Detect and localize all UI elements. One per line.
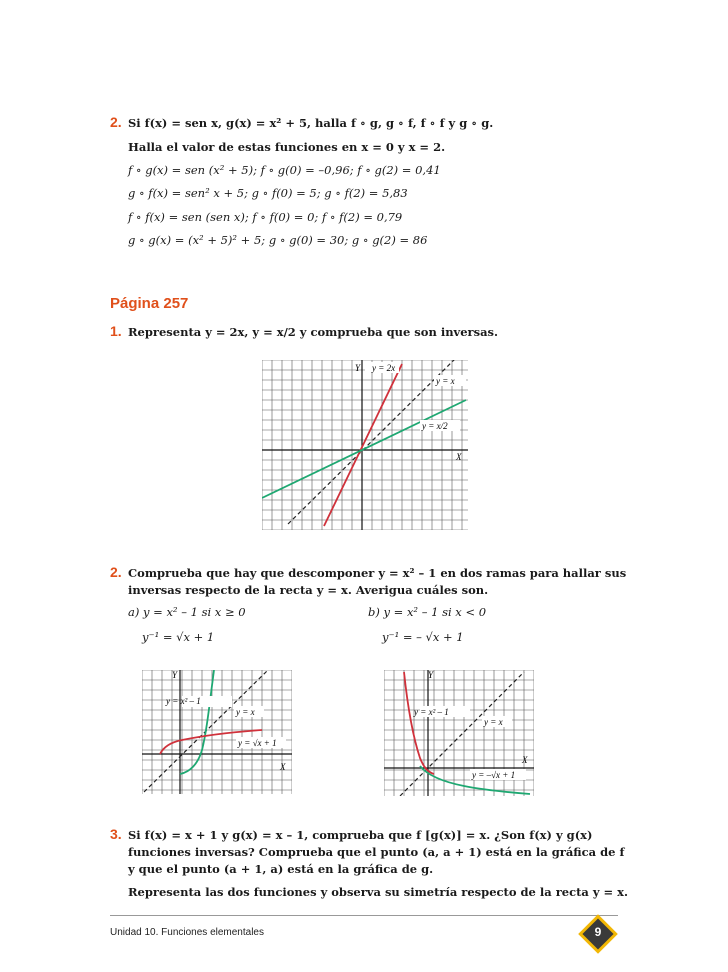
problem-number: 1. — [110, 323, 122, 339]
label-green: y = –√x + 1 — [472, 770, 516, 780]
problem-statement: inversas respecto de la recta y = x. Averigua cuáles son. — [128, 583, 489, 597]
problem-number: 2. — [110, 564, 122, 580]
axis-label-x: X — [456, 452, 462, 462]
curve-green — [262, 400, 466, 498]
label-dashed: y = x — [436, 376, 455, 386]
axis-label-x: X — [280, 762, 286, 772]
result-line: f ∘ g(x) = sen (x² + 5); f ∘ g(0) = –0,96; f ∘ g(2) = 0,41 — [128, 163, 441, 177]
problem-statement: Si f(x) = sen x, g(x) = x² + 5, halla f ∘ g, g ∘ f, f ∘ f y g ∘ g. — [128, 116, 494, 130]
axis-label-y: Y — [172, 670, 178, 680]
label-red: y = √x + 1 — [238, 738, 277, 748]
label-red: y = 2x — [372, 363, 396, 373]
problem-statement: Si f(x) = x + 1 y g(x) = x – 1, comprueba que f [g(x)] = x. ¿Son f(x) y g(x) — [128, 828, 593, 842]
label-dashed: y = x — [484, 717, 503, 727]
problem-statement: y que el punto (a + 1, a) está en la gráfica de g. — [128, 862, 434, 876]
problem-statement: Representa y = 2x, y = x/2 y comprueba que son inversas. — [128, 325, 499, 339]
identity-line — [288, 360, 458, 524]
result-line: g ∘ f(x) = sen² x + 5; g ∘ f(0) = 5; g ∘ f(2) = 5,83 — [128, 186, 408, 200]
axis-label-y: Y — [355, 363, 361, 373]
page-heading: Página 257 — [110, 295, 189, 312]
curve-green — [180, 670, 214, 774]
footer-divider — [110, 915, 618, 916]
footer-text: Unidad 10. Funciones elementales — [110, 927, 264, 938]
curve-red — [404, 672, 434, 774]
result-line: g ∘ g(x) = (x² + 5)² + 5; g ∘ g(0) = 30; g ∘ g(2) = 86 — [128, 233, 428, 247]
axis-label-y: Y — [428, 670, 434, 680]
case-b: b) y = x² – 1 si x < 0 — [368, 605, 487, 619]
label-green: y = x² – 1 — [166, 696, 201, 706]
problem-statement: funciones inversas? Comprueba que el punto (a, a + 1) está en la gráfica de f — [128, 845, 625, 859]
label-red: y = x² – 1 — [414, 707, 449, 717]
result-line: f ∘ f(x) = sen (sen x); f ∘ f(0) = 0; f ∘ f(2) = 0,79 — [128, 210, 403, 224]
axis-label-x: X — [522, 755, 528, 765]
problem-number: 3. — [110, 826, 122, 842]
page-badge — [578, 914, 618, 954]
problem-statement: Representa las dos funciones y observa su simetría respecto de la recta y = x. — [128, 885, 629, 899]
case-b-inverse: y⁻¹ = – √x + 1 — [382, 630, 464, 644]
label-green: y = x/2 — [422, 421, 448, 431]
curve-red — [324, 364, 402, 526]
problem-instruction: Halla el valor de estas funciones en x = 0 y x = 2. — [128, 140, 446, 154]
page-number: 9 — [594, 925, 602, 939]
graph-branch-a — [142, 670, 292, 794]
case-a: a) y = x² – 1 si x ≥ 0 — [128, 605, 246, 619]
problem-number: 2. — [110, 114, 122, 130]
graph-branch-b — [384, 670, 534, 796]
graph-inverses-linear — [262, 360, 468, 530]
label-dashed: y = x — [236, 707, 255, 717]
problem-statement: Comprueba que hay que descomponer y = x² – 1 en dos ramas para hallar sus — [128, 566, 627, 580]
case-a-inverse: y⁻¹ = √x + 1 — [142, 630, 215, 644]
